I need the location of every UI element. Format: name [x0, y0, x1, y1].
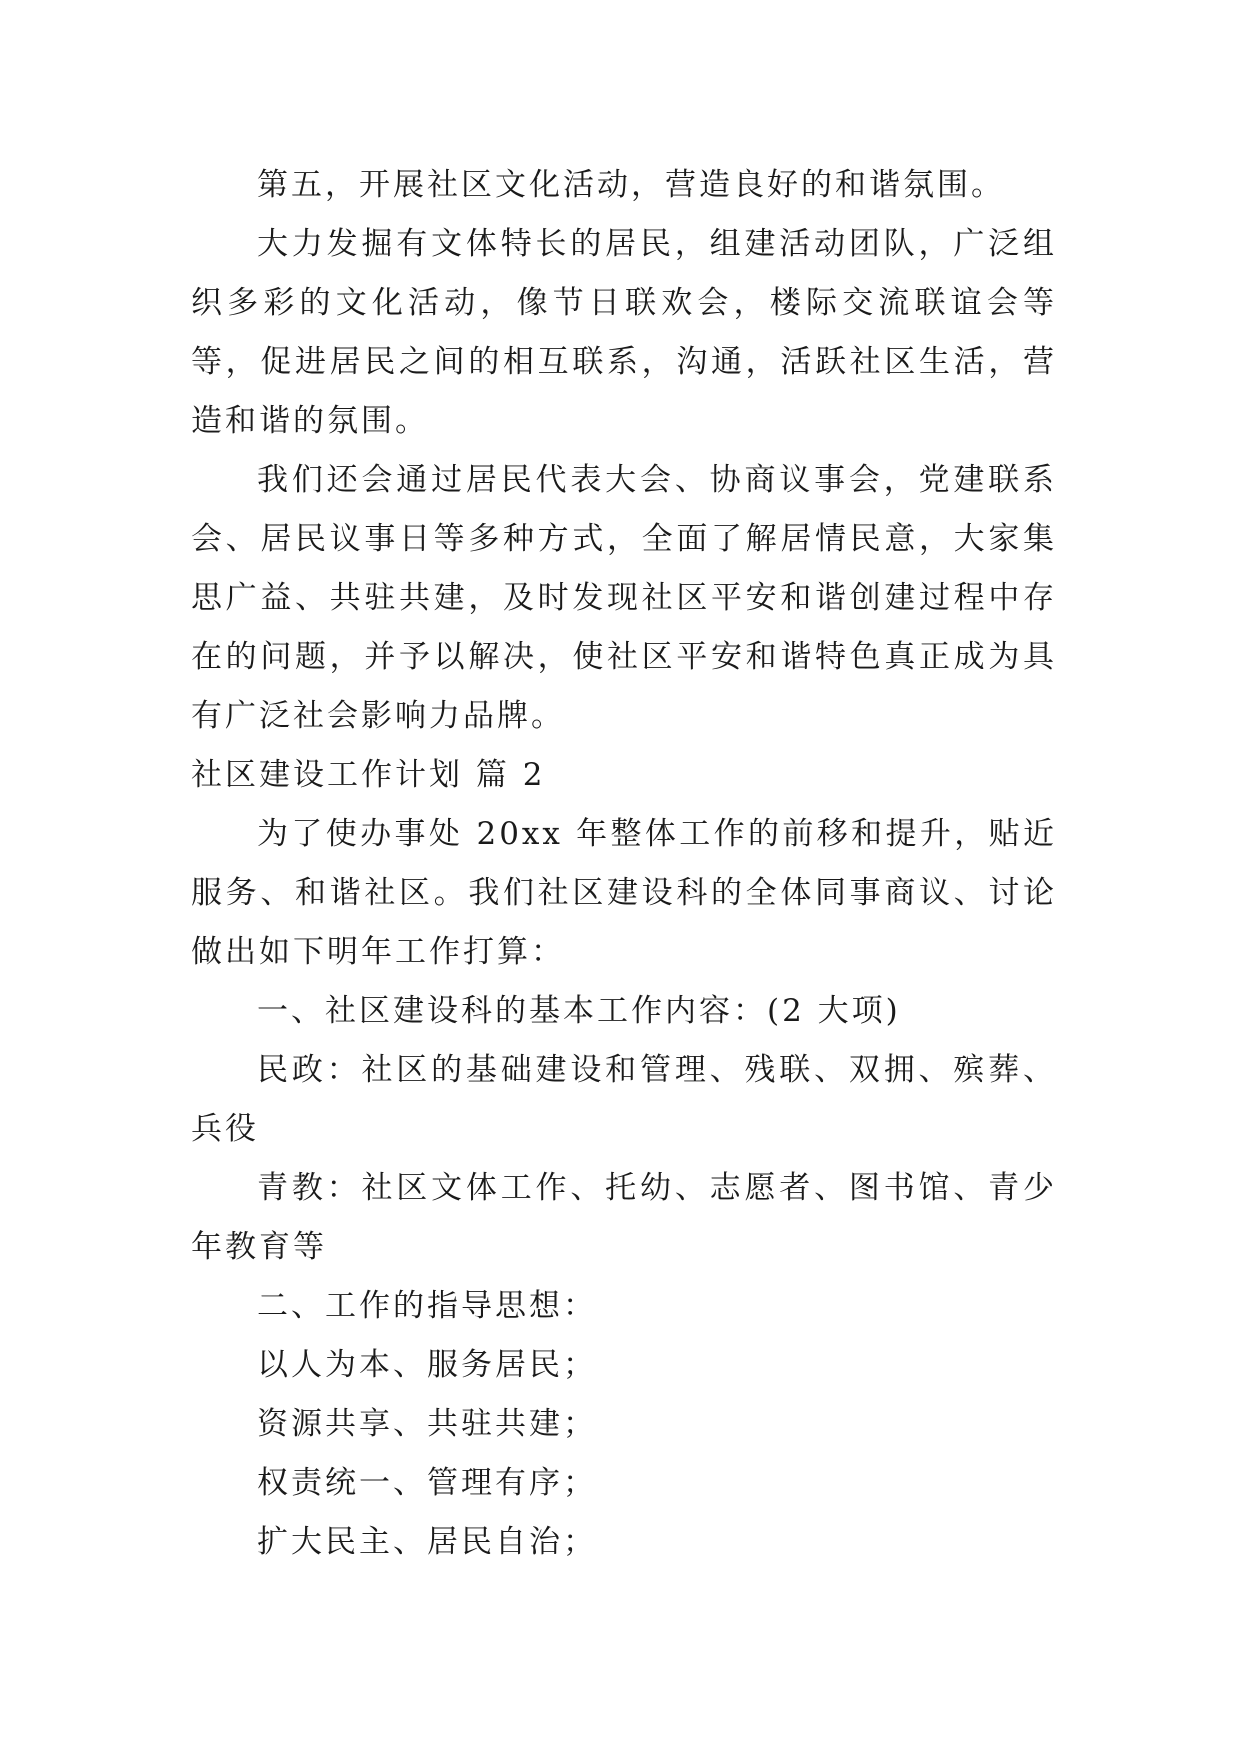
paragraph-basic-work: 一、社区建设科的基本工作内容：(2 大项) [257, 993, 901, 1029]
paragraph-civil-affairs: 民政：社区的基础建设和管理、残联、双拥、殡葬、兵役 [191, 1052, 1057, 1147]
paragraph-guiding-thought: 二、工作的指导思想： [257, 1288, 597, 1324]
section-heading: 社区建设工作计划 篇 2 [191, 757, 546, 793]
paragraph-resident-teams: 大力发掘有文体特长的居民，组建活动团队，广泛组织多彩的文化活动，像节日联欢会，楼际交流联谊会等等，促进居民之间的相互联系，沟通，活跃社区生活，营造和谐的氛围。 [191, 226, 1057, 439]
paragraph-resident-meetings: 我们还会通过居民代表大会、协商议事会，党建联系会、居民议事日等多种方式，全面了解居情民意，大家集思广益、共驻共建，及时发现社区平安和谐创建过程中存在的问题，并予以解决，使社区平安和谐特色真正成为具有广泛社会影响力品牌。 [191, 462, 1057, 734]
document-body [191, 156, 1057, 1572]
paragraph-plan-intro: 为了使办事处 20xx 年整体工作的前移和提升，贴近服务、和谐社区。我们社区建设科的全体同事商议、讨论做出如下明年工作打算： [191, 816, 1057, 970]
list-item-people-oriented: 以人为本、服务居民； [257, 1347, 597, 1383]
list-item-self-governance: 扩大民主、居民自治； [257, 1524, 597, 1560]
list-item-orderly-management: 权责统一、管理有序； [257, 1465, 597, 1501]
list-item-resource-sharing: 资源共享、共驻共建； [257, 1406, 597, 1442]
paragraph-youth-education: 青教：社区文体工作、托幼、志愿者、图书馆、青少年教育等 [191, 1170, 1057, 1265]
paragraph-culture-activities: 第五，开展社区文化活动，营造良好的和谐氛围。 [257, 167, 1005, 203]
